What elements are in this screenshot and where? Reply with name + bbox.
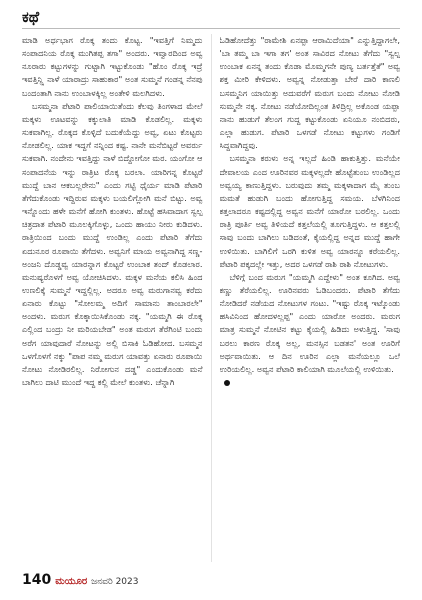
- paragraph: ಮಾಡಿ ಅರ್ಧಭಾಗ ರೊಕ್ಕ ತಂದು ಕೊಟ್ಟ. "ಇವತ್ತಿಗೆ ನಿಮ್ಮದು ಸಂಪಾದನಿಯ ರೊಕ್ಕ ಮುಗಿತಪ್ಪ ತಗಾ" ಅಂದರು. ಇವ್ವಾರದಿಂದ ಅವ್ವ ನೂರಾರು ಕಟ್ಟುಗಳನ್ನು ಗುಟ್ಟಾಗಿ ಇಟ್ಟುಕೊಂಡು "ಹೊಂ ರೊಕ್ಕ ಇದ್ರೆ ಇವತ್ತಿನ್ಲ್ಲಿ ನಾಳೆ ಯಾರಾದ್ರು ಸಾಹುಕಾರ" ಅಂತ ಸುಮ್ಮನೆ ಗಂಡನ್ನ ನೆನಪು ಬಂದಂತಾಗಿ ನಾನು ಉಂಬಾಳಕ್ಕಿಲ್ಲ ಅಂತೇಳಿ ಮಲಗಿದಳು.: [22, 35, 203, 98]
- page-footer: [22, 572, 138, 588]
- paragraph: ಬೆಳಿಗ್ಗೆ ಬಂದ ಮರುಗ "ಯಮ್ಮಗಿ ಎದ್ದೇಳು" ಅಂತ ಕೂಗಿದ. ಅವ್ವ ಕಣ್ಣು ತೆರೆಯಲಿಲ್ಲ. ಊರಿನವರು ಓಡಿಬಂದರು. ಪೆಟಾರಿ ತೆಗೆದು ನೋಡಿದರೆ ನಡೆಯದ ನೋಟುಗಳ ಗಂಟು. "ಇಷ್ಟು ರೊಕ್ಕ ಇಟ್ಕೊಂಡು ಹಸಿವಿನಿಂದ ಹೋದಳಲ್ಲಪ್ಪ" ಎಂದು ಯಾರೋ ಅಂದರು. ಮರುಗ ಮಾತ್ರ ಸುಮ್ಮನೆ ನೋಟಿನ ಕಟ್ಟು ಕೈಯಲ್ಲಿ ಹಿಡಿದು ಅಳುತ್ತಿದ್ದ. 'ಸಾವು ಬರಲು ಕಾರಣ ರೊಕ್ಕ ಅಲ್ಲ, ಮನಸ್ಸಿನ ಬಡತನ' ಅಂತ ಊರಿಗೆ ಅರ್ಥವಾಯಿತು. ಆ ದಿನ ಊರಿನ ಎಲ್ಲಾ ಮನೆಯಲ್ಲೂ ಒಲೆ ಉರಿಯಲಿಲ್ಲ. ಅವ್ವನ ಪೆಟಾರಿ ಕಾಲಿಯಾಗಿ ಮೂಲೆಯಲ್ಲಿ ಉಳಿಯಿತು.: [219, 271, 400, 374]
- column-divider: [211, 34, 212, 562]
- end-mark-icon: [224, 380, 230, 386]
- magazine-name: ಮಯೂರ: [55, 576, 88, 587]
- header-rule: [22, 28, 400, 29]
- paragraph: ಓಡಿಹೋದೆತ್ತು "ರಾಮೇಶಿ ಏನಪ್ಪಾ ಆರಾಮಿದೆಯಾ" ಎನ್ನುತ್ತಿದ್ದಾಗಲೇ, 'ಬಾ ತಮ್ಮ ಬಾ ಇಗಾ ತಗ' ಅಂತ ಸಾವಿರದ ನೋಟು ತೆಗೆದು "ಸ್ವಲ್ಪ ಉಂಬಾಕ ಏನನ್ನ ತಂದು ಕೊಡಾ ಮೊಮ್ಮಗನೇ ಪುಣ್ಯ ಬರ್ತತ್ತೆತೆ" ಅವ್ವ ಶಕ್ತ ಮೀರಿ ಕೇಳಿದಳು. ಅವ್ವನ್ನ ನೋಡುತ್ತಾ ಬೇರೆ ದಾರಿ ಕಾಣಲಿ ಬಸಮ್ಮನಿಗ ಯಾಯಿತ್ತು ಅದುವರೆಗೆ ಮರುಗ ಬಂದು ನೋಟು ನೋಡಿ ಸುಮ್ಮನೇ ನಕ್ಕ. ನೋಟು ನಡೆಯೋದಿಲ್ಲಂತ ತಿಳಿದ್ರಿಲ್ಲ ಅಕೊಂಡ ಯಪ್ಪಾ ನಾನು ಹುಡುಗೆ ತೆಲಂಗ ಗುದ್ದ ಕಟ್ಟುಕೊಂಡು ಏನಿಯೂ ನಂಬಿದರು, ಎಲ್ಲಾ ಹುಡುಗ. ಪೆಟಾರಿ ಒಳಗಡೆ ನೋಟು ಕಟ್ಟುಗಳು ಗಂಡಿಗೆ ಸಿದ್ದವಾಗಿದ್ದವು.: [219, 35, 400, 151]
- article-body: [22, 34, 400, 562]
- column-right: [220, 34, 401, 562]
- paragraph: ಬಸಮ್ಮನಾ ಪೆಟಾರಿ ಪಾಲಿಯಾಯಿತೆಂದು ಕೆಲವು ತಿಂಗಳಾದ ಮೇಲೆ ಮಕ್ಕಳು ಊಟವನ್ನು ಕಕ್ಕುಲಾತಿ ಮಾಡಿ ಕೊಡಲಿಲ್ಲ. ಮಕ್ಕಳು ಸುಕವಾಗಿಲ್ಲ. ರೊಕ್ಕದ ಕೊಳ್ಳಿದೆ ಬದುಕೆಯೆದ್ದು ಅವ್ವ, ಏಟು ಕೊಟ್ಟರು ನೋಡಲಿಲ್ಲ. ಯಾಕ ಇದ್ದಗೆ ನನ್ನಿಂದ ಕಷ್ಟ. ನಾನೇ ಮನೆಬಿಟ್ಟರೆ ಅವರ್ರು ಸುಕವಾಗಿ. ನಂದೇನು ಇವತ್ತಿದ್ದು ನಾಳೆ ಬಿದ್ದೋಗೋ ಮರ. ಯಂಗೋ ಆ ಸಂಪಾದನೆಯ ಇನ್ನು ರಾತ್ರಿಟ ರೊಕ್ಕ ಬರಲಾ. ಯಾರಿಗನ್ನ ಕೊಟ್ಟರೆ ಮುದ್ದೆ ಬಾನ ಆಕಬಲ್ಲರೇನು" ಎಂದು ಗಟ್ಟಿ ಧೈರ್ಯ ಮಾಡಿ ಪೆಟಾರಿ ತೆಗೆದುಕೊಂಡು ಇದ್ದಿರುವ ಮಕ್ಕಳು ಬಯಲಿಗ್ಲೋಗಿ ಮನೆ ಬಿಟ್ಟು. ಅವ್ವ ಇನ್ನೊಂದು ಹಳೇ ಮನೆಗೆ ಹೋಗಿ ಕುಂತಳು. ಹೊಟ್ಟೆ ಹಸಿವಾದಾಗ ಸ್ವಲ್ಪ ಚಿತ್ರದಾತ ಪೆಟಾರಿ ಮೂಲಕ್ಕಿಗೊಳ್ಳು, ಒಂದು ಹಾಯು ನೀರು ಕುಡಿದಳು. ರಾತ್ರಿಯಿಂದ ಬಂದು ಮುದ್ದೆ ಉಂಡಿಲ್ಲ ಎಂದು ಪೆಟಾರಿ ತೆಗೆದು ಏದುನೂರ ರೂಪಾಯಿ ತೆಗೆದಳು. ಅವ್ವನಿಗೆ ಮಾಯ ಅವ್ವನಾಗಿದ್ದ ಸಣ್ಣ-ಅಂಜನಿ ದೊಡ್ಡವ್ವ ಯಾರನ್ನಾಗ ಕೊಟ್ಟರೆ ಉಂಬಾಕ ತಂದ್ ಕೊಡಲಾರ. ಮನುಷ್ಯರೊಳಗೆ ಅವ್ವ ಯೋಚಿಸಿದಳು. ಮಕ್ಕಳ ಮನೆಯ ಕಲಿಸಿ ಹಿಂದ ಉಣಲಿಕ್ಕೆ ಸುಮ್ಮನೆ ಇದ್ದಲ್ಲಿಲ್ಲ. ಅದರೂ ಅವ್ವ ಮರುಗಾನವ್ವ ಕರೆದು ಏನಾರು ಕೊಟ್ಟು "ಸೋಲಮ್ಮ ಅದಿಗೆ ಸಾಮಾನು ತಾಂಬಾರಲೇ" ಅಂದಳು. ಮರುಗ ಕೊಕ್ಕಾಯಿಸಿಕೊಂಡು ನಕ್ಕ. "ಯಮ್ಮಗಿ ಈ ರೊಕ್ಕ ಎಲ್ಲಿಂದ ಬಂದ್ರು ನೀ ಮರಿಯಬೇಡ" ಅಂತ ಮರುಗ ತೆರೆಗಿಂಟಿ ಬಂದು ಅರೆಗ ಯಾವುದಾರೆ ನೋಟನ್ನು ಅಲ್ಲಿ ಬಿಸಾಕಿ ಓಡಿಹೋದ. ಬಸಮ್ಮನ ಒಳಗೊಳಗೆ ನಕ್ಕು "ಪಾಪ ನಮ್ಮ ಮರುಗ ಯಾವತ್ತು ಏನಾರು ರೂಪಾಯಿ ನೋಟು ನೋಡಿರಲಿಲ್ಲ. ನಿರೋಗುನ ದಡ್ಡ" ಎಂದುಕೊಂಡು ಮನೆ ಬಾಗಿಲು ದಾಟಿ ಮುಂದೆ ಇದ್ದ ಕಲ್ಲಿ ಮೇಲೆ ಕುಂತಳು. ಚೆನ್ನಾಗಿ: [22, 100, 203, 388]
- column-left: [22, 34, 203, 562]
- issue-date: ಜನವರಿ 2023: [91, 577, 139, 587]
- page-number: 140: [22, 572, 52, 588]
- page-header: [22, 8, 39, 26]
- section-label: ಕಥೆ: [22, 8, 40, 26]
- paragraph: ಬಸಮ್ಮನಾ ಕರುಳು ಅನ್ನ ಇಲ್ಲದೆ ಹಿಂಡಿ ಹಾಕುತ್ತಿತ್ತು. ಮನೆಯೇ ದೇವಾಲಯ ಎಂದ ಊರಿನವರ ಮಕ್ಕಳಲ್ಲದೇ ಹೊಟ್ಟೆತುಂಬ ಉಂಡಿಲ್ಲದ ಅವ್ವಯ್ಯ ಕಾಣುತ್ತಿದ್ದಳು. ಬರುವುದು ತಮ್ಮ ಮಕ್ಕಳಾದಾಗ ಮೈ ತುಂಬ ಮಮತೆ ಹುಡುಗಿ ಬಂದು ಹೋಗುತ್ತಿದ್ದ ಸಮಯ. ಬೆಳಗಿನಿಂದ ಕತ್ತಲಾದರೂ ಕಷ್ಟದಲ್ಲಿದ್ದ ಅವ್ವನ ಮನೆಗೆ ಯಾರೋ ಬರಲಿಲ್ಲ. ಒಂದು ರಾತ್ರಿ ಪೂರ್ತಿ ಅವ್ವ ತಿಳಿಯದೆ ಕತ್ತಲೆಯಲ್ಲಿ ತೂಗುತ್ತಿದ್ದಳು. ಆ ಕತ್ತಲಲ್ಲಿ ಸಾವು ಬಂದು ಬಾಗಿಲು ಬಡಿದಂತೆ, ಕೈಯಲ್ಲಿದ್ದ ಅನ್ನದ ಮುದ್ದೆ ಹಾಗೇ ಉಳಿಯಿತು. ಬಾಗಿಲಿಗೆ ಒರಗಿ ಕುಳಿತ ಅವ್ವ ಯಾರನ್ನೂ ಕರೆಯಲಿಲ್ಲ. ಪೆಟಾರಿ ಪಕ್ಕದಲ್ಲೇ ಇತ್ತು, ಅದರ ಒಳಗಡೆ ರಾಶಿ ರಾಶಿ ನೋಟುಗಳು.: [219, 153, 400, 269]
